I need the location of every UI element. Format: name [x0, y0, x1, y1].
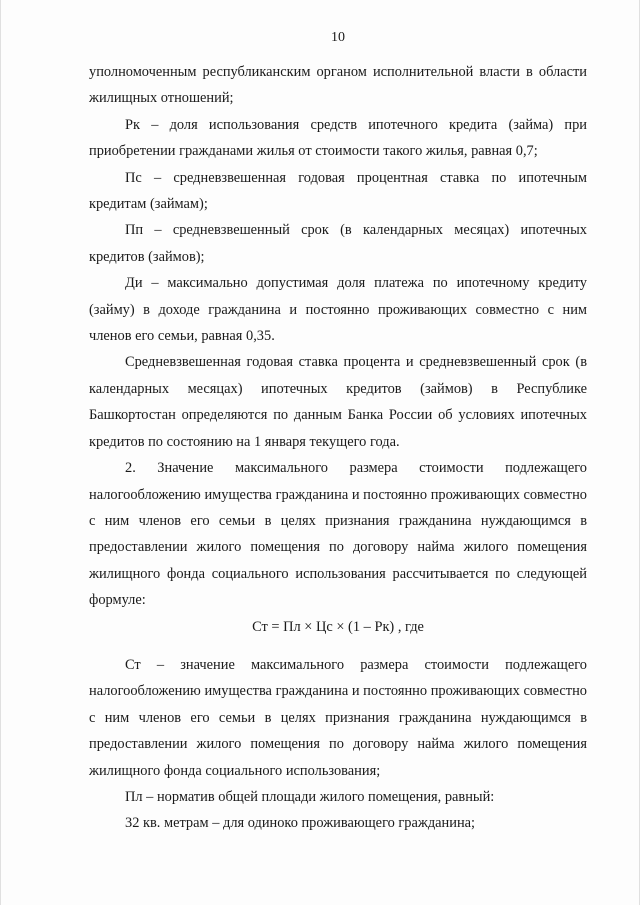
paragraph-di-definition: Ди – максимально допустимая доля платежа по ипотечному кредиту (займу) в доходе гражданина и постоянно проживающих совместно с ним членов его семьи, равная 0,35. [89, 275, 587, 345]
paragraph-st-definition: Ст – значение максимального размера стоимости подлежащего налогообложению имущества гражданина и постоянно проживающих совместно с ним членов его семьи в целях признания гражданина нуждающимся в предоставлении жилого помещения по договору найма жилого помещения жилищного фонда социального использования; [89, 656, 587, 779]
paragraph-item-2: 2. Значение максимального размера стоимости подлежащего налогообложению имущества гражданина и постоянно проживающих совместно с ним членов его семьи в целях признания гражданина нуждающимся в предоставлении жилого помещения по договору найма жилого помещения жилищного фонда социального использования рассчитывается по следующей формуле: [89, 460, 587, 609]
page-number: 10 [331, 30, 345, 45]
paragraph-ps-definition: Пс – средневзвешенная годовая процентная ставка по ипотечным кредитам (займам); [89, 169, 587, 213]
paragraph-32-sqm: 32 кв. метрам – для одиноко проживающего гражданина; [125, 815, 476, 832]
paragraph-authority-continuation: уполномоченным республиканским органом исполнительной власти в области жилищных отношений; [89, 64, 587, 107]
paragraph-rate-source: Средневзвешенная годовая ставка процента и средневзвешенный срок (в календарных месяцах) ипотечных кредитов (займов) в Республике Башкортостан определяются по данным Банка России об условиях ипотечных кредитов по состоянию на 1 января текущего года. [89, 354, 587, 450]
paragraph-pp-definition: Пп – средневзвешенный срок (в календарных месяцах) ипотечных кредитов (займов); [89, 222, 587, 265]
formula: Ст = Пл × Цс × (1 – Рк) , где [252, 618, 424, 635]
paragraph-rk-definition: Рк – доля использования средств ипотечного кредита (займа) при приобретении гражданами жилья от стоимости такого жилья, равная 0,7; [89, 116, 587, 160]
paragraph-pl-definition: Пл – норматив общей площади жилого помещения, равный: [125, 788, 495, 805]
